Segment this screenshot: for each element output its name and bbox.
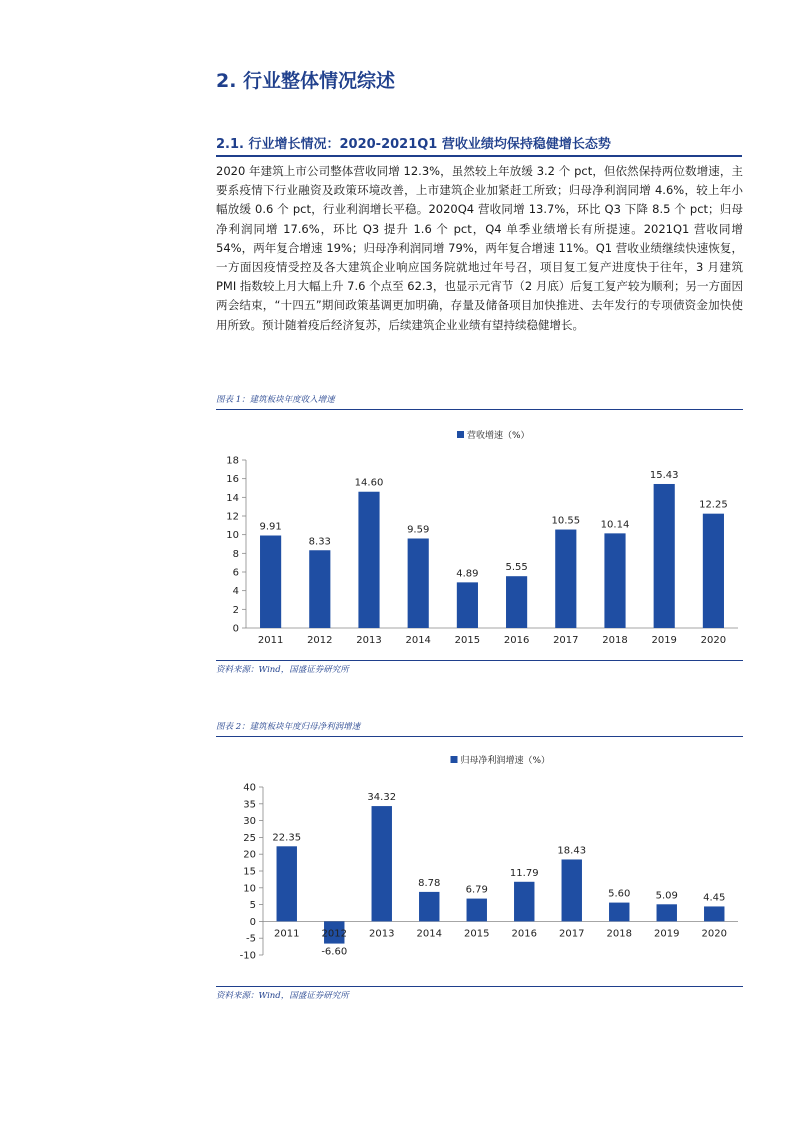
x-tick-label: 2011	[257, 635, 284, 646]
y-tick-label: 4	[232, 586, 239, 598]
y-tick-label: 30	[243, 816, 256, 828]
figure-2-bottom-rule	[216, 986, 743, 987]
x-tick-label: 2020	[701, 928, 727, 940]
y-tick-label: -10	[239, 950, 256, 962]
y-tick-label: 35	[243, 799, 256, 811]
x-tick-label: 2018	[606, 928, 632, 940]
data-label: 10.14	[600, 519, 630, 531]
data-label: 8.78	[418, 877, 441, 889]
x-tick-label: 2014	[416, 928, 442, 940]
chart-revenue-growth	[216, 412, 743, 660]
body-paragraph: 2020 年建筑上市公司整体营收同增 12.3%，虽然较上年放缓 3.2 个 pct，但依然保持两位数增速，主要系疫情下行业融资及政策环境改善，上市建筑企业加紧赶工所致；归母净利润同增 4.6%，较上年小幅放缓 0.6 个 pct，行业利润增长平稳。2020Q4 营收同增 13.7%，环比 Q3 下降 8.5 个 pct；归母净利润同增 17.6%，环比 Q3 提升 1.6 个 pct，Q4 单季业绩增长有所提速。2021Q1 营收同增 54%，两年复合增速 19%；归母净利润同增 79%，两年复合增速 11%。Q1 营收业绩继续快速恢复，一方面因疫情受控及各大建筑企业响应国务院就地过年号召，项目复工复产进度快于往年，3 月建筑 PMI 指数较上月大幅上升 7.6 个点至 62.3，也显示元宵节（2 月底）后复工复产较为顺利；另一方面因两会结束，“十四五”期间政策基调更加明确，存量及储备项目加快推进、去年发行的专项债资金加快使用所致。预计随着疫后经济复苏，后续建筑企业业绩有望持续稳健增长。	[216, 164, 743, 332]
data-label: 9.59	[407, 524, 430, 536]
y-tick-label: 5	[249, 900, 256, 912]
legend-label: 营收增速（%）	[467, 431, 530, 441]
figure-1-top-rule	[216, 409, 743, 410]
y-tick-label: 2	[232, 604, 239, 616]
bar	[604, 533, 625, 628]
bar	[260, 536, 281, 628]
section-heading: 2. 行业整体情况综述	[216, 70, 396, 92]
data-label: 11.79	[509, 867, 539, 879]
data-label: -6.60	[321, 946, 348, 958]
data-label: 15.43	[649, 469, 679, 481]
data-label: 5.55	[505, 562, 528, 574]
data-label: 10.55	[551, 515, 581, 527]
y-tick-label: 40	[243, 782, 256, 794]
x-tick-label: 2017	[553, 635, 579, 646]
y-tick-label: 10	[226, 530, 239, 542]
y-tick-label: 10	[243, 883, 256, 895]
bar	[358, 492, 379, 628]
bar	[654, 484, 675, 628]
bar	[562, 859, 582, 921]
y-tick-label: 0	[249, 916, 256, 928]
figure-1-source: 资料来源：Wind，国盛证券研究所	[216, 665, 349, 675]
x-tick-label: 2019	[651, 635, 677, 646]
y-tick-label: 0	[232, 623, 239, 635]
x-tick-label: 2016	[503, 635, 530, 646]
x-tick-label: 2020	[700, 635, 727, 646]
y-tick-label: 8	[232, 548, 239, 560]
y-tick-label: 16	[226, 474, 239, 486]
bar	[457, 582, 478, 628]
bar	[703, 514, 724, 628]
x-tick-label: 2013	[369, 928, 395, 940]
legend-label: 归母净利润增速（%）	[460, 756, 551, 766]
bar	[309, 550, 330, 628]
bar	[704, 906, 724, 921]
data-label: 4.89	[456, 568, 479, 580]
legend-swatch	[451, 756, 458, 763]
data-label: 9.91	[259, 521, 282, 533]
data-label: 5.60	[608, 888, 631, 900]
figure-1-title: 图表 1：建筑板块年度收入增速	[216, 395, 335, 405]
y-tick-label: -5	[246, 933, 256, 945]
data-label: 4.45	[703, 892, 726, 904]
data-label: 34.32	[367, 792, 397, 804]
x-tick-label: 2019	[654, 928, 680, 940]
y-tick-label: 6	[232, 567, 239, 579]
x-tick-label: 2012	[307, 635, 333, 646]
data-label: 5.09	[655, 890, 678, 902]
data-label: 8.33	[308, 536, 331, 548]
x-tick-label: 2016	[511, 928, 537, 940]
chart-net-profit-growth	[216, 739, 743, 984]
figure-2-title: 图表 2：建筑板块年度归母净利润增速	[216, 722, 361, 732]
legend-swatch	[457, 431, 464, 438]
figure-2-top-rule	[216, 736, 743, 737]
x-tick-label: 2011	[274, 928, 300, 940]
y-tick-label: 20	[243, 849, 256, 861]
figure-1-bottom-rule	[216, 660, 743, 661]
bar	[609, 903, 629, 922]
y-tick-label: 25	[243, 832, 256, 844]
bar	[408, 538, 429, 628]
x-tick-label: 2014	[405, 635, 431, 646]
data-label: 6.79	[465, 884, 488, 896]
data-label: 14.60	[354, 477, 384, 489]
subsection-heading: 2.1. 行业增长情况：2020-2021Q1 营收业绩均保持稳健增长态势	[216, 137, 611, 152]
bar	[419, 892, 439, 922]
bar	[372, 806, 392, 921]
y-tick-label: 12	[226, 511, 239, 523]
y-tick-label: 15	[243, 866, 256, 878]
y-tick-label: 14	[226, 492, 239, 504]
y-tick-label: 18	[226, 455, 239, 467]
figure-2-source: 资料来源：Wind，国盛证券研究所	[216, 991, 349, 1001]
x-tick-label: 2015	[464, 928, 490, 940]
data-label: 18.43	[557, 845, 587, 857]
data-label: 12.25	[699, 499, 728, 511]
x-tick-label: 2018	[602, 635, 628, 646]
bar	[657, 904, 677, 921]
subsection-divider	[216, 155, 742, 157]
data-label: 22.35	[272, 832, 302, 844]
bar	[506, 576, 527, 628]
x-tick-label: 2012	[321, 928, 347, 940]
x-tick-label: 2013	[356, 635, 382, 646]
bar	[467, 899, 487, 922]
x-tick-label: 2017	[559, 928, 585, 940]
bar	[555, 530, 576, 628]
bar	[514, 882, 534, 922]
x-tick-label: 2015	[454, 635, 481, 646]
bar	[277, 846, 297, 921]
